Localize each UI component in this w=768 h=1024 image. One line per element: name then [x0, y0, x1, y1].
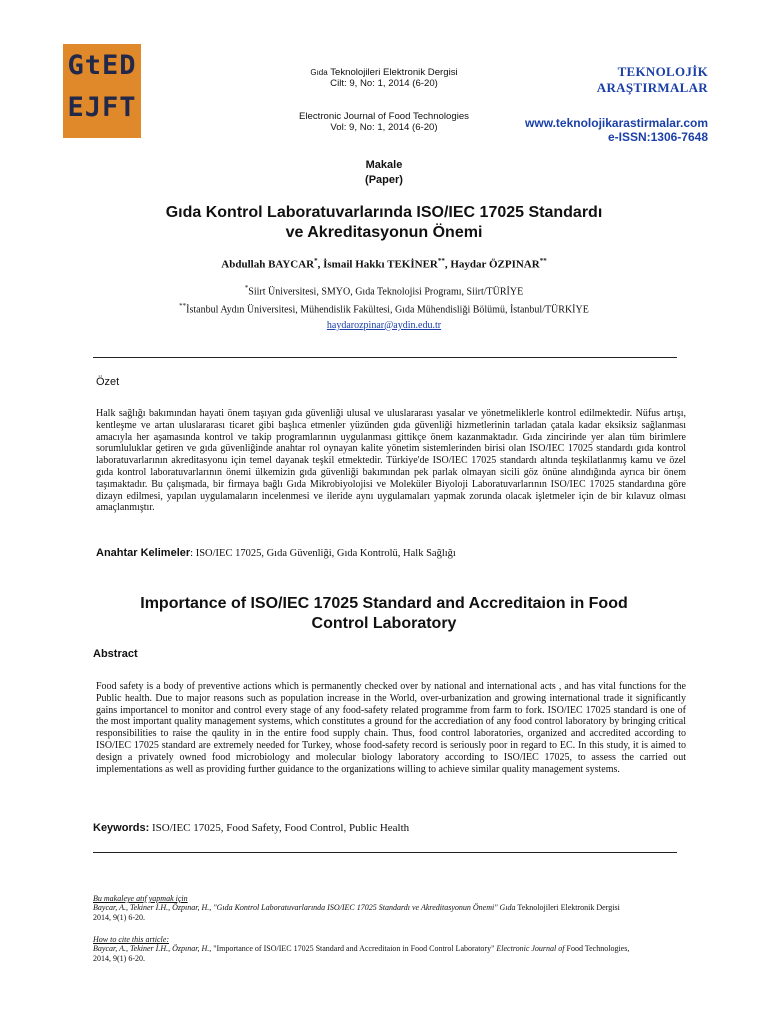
abstract-heading: Abstract [93, 648, 138, 660]
divider-bottom [93, 852, 677, 853]
journal-logo [63, 44, 141, 138]
journal-en-name: Electronic Journal of Food Technologies [299, 111, 469, 122]
citation-en-journal-italic: Electronic Journal of [496, 944, 565, 954]
publisher-name [597, 64, 708, 96]
divider-top [93, 357, 677, 358]
keywords [93, 822, 409, 834]
author-3-sup: ** [539, 257, 547, 265]
article-type-en: (Paper) [365, 174, 403, 186]
logo-line-gted: GtED [67, 50, 137, 81]
title-tr-line-2: ve Akreditasyonun Önemi [285, 224, 483, 241]
journal-tr-name: Teknolojileri Elektronik Dergisi [330, 67, 458, 78]
issn-text: e-ISSN:1306-7648 [607, 130, 708, 144]
author-3: Haydar ÖZPINAR [450, 258, 540, 271]
anahtar-text: ISO/IEC 17025, Gıda Güvenliği, Gıda Kontrolü, Halk Sağlığı [195, 548, 456, 559]
affiliation-1-text: Siirt Üniversitesi, SMYO, Gıda Teknolojisi Programı, Siirt/TÜRİYE [248, 286, 524, 298]
citation-en-label: How to cite this article: [93, 935, 169, 944]
title-en-line-2: Control Laboratory [311, 615, 457, 632]
title-en [0, 594, 768, 634]
author-sep-2: , [444, 258, 451, 271]
citation-en [93, 935, 713, 963]
keywords-text: ISO/IEC 17025, Food Safety, Food Control, Public Health [149, 822, 410, 834]
author-sep-1: , [317, 258, 324, 271]
journal-en-volume: Vol: 9, No: 1, 2014 (6-20) [330, 122, 438, 133]
author-1: Abdullah BAYCAR [221, 258, 315, 271]
title-tr-line-1: Gıda Kontrol Laboratuvarlarında ISO/IEC 17025 Standardı [165, 204, 603, 221]
affiliation-2-sup: ** [179, 302, 187, 311]
keywords-label: Keywords: [93, 822, 150, 834]
publisher-line-1: TEKNOLOJİK [617, 64, 708, 79]
journal-info-tr [264, 67, 504, 89]
publisher-line-2: ARAŞTIRMALAR [596, 80, 708, 95]
citation-tr-label: Bu makaleye atıf yapmak için [93, 894, 188, 903]
journal-tr-first-word: Gıda [310, 68, 328, 77]
affiliation-2-text: İstanbul Aydın Üniversitesi, Mühendislik Fakültesi, Gıda Mühendisliği Bölümü, İstanbul/TÜRKİYE [186, 304, 589, 316]
citation-en-title: "Importance of ISO/IEC 17025 Standard and Accreditaion in Food Control Laboratory" [211, 944, 497, 954]
publisher-links [525, 116, 708, 144]
journal-info-en [264, 111, 504, 133]
citation-en-year: 2014, 9(1) 6-20. [93, 953, 145, 963]
author-2-sup: ** [437, 257, 445, 265]
anahtar-label: Anahtar Kelimeler [96, 547, 191, 559]
logo-line-ejft: EJFT [67, 92, 137, 123]
anahtar-colon: : [190, 548, 196, 559]
title-en-line-1: Importance of ISO/IEC 17025 Standard and Accreditaion in Food [140, 595, 628, 612]
email-link[interactable]: haydarozpinar@aydin.edu.tr [326, 319, 442, 331]
article-type [0, 158, 768, 188]
affiliation-1 [0, 281, 768, 299]
citation-tr-journal: Teknolojileri Elektronik Dergisi [515, 903, 620, 913]
ozet-text: Halk sağlığı bakımından hayati önem taşıyan gıda güvenliği ulusal ve uluslararası yasalar ve yönetmeliklerle kontrol edilmektedir. Nüfus artışı, kentleşme ve artan uluslararası ticaret gibi başlıca etmenler yüzünden gıda güvenliği hizmetlerinin tarladan çatala kadar eksiksiz sağlanması amacıyla her aşamasında kontrol ve takip programlarının uygulanması gittikçe önem kazanmaktadır. Gıda zincirinde yer alan tüm birimlere sorumluluklar getiren ve gıda güvenliğinde anahtar rol oynayan kalite yönetim sistemlerinden birisi olan ISO/IEC 17025 standardı gıda kontrol laboratuvarlarının akreditasyonu için temel dayanak teşkil etmektedir. Türkiye'de ISO/IEC 17025 standardı altında teşkilatlanmış kamu ve özel gıda kontrol laboratuvarlarının önemi ülkemizin gıda güvenliği bakımından pek parlak olmayan sicili göz önüne alındığında ayrıca bir önem taşımaktadır. Bu çalışmada, bir firmaya bağlı Gıda Mikrobiyolojisi ve Moleküler Biyoloji Laboratuvarlarının ISO/IEC 17025 standardına göre dizayn edilmesi, yapılan uygulamaların incelenmesi ve ileride aynı uygulamaları yapmak zorunda olacak işletmeler için de bir kılavuz olması amaçlanmıştır. [96, 408, 686, 514]
affiliation-2 [0, 299, 768, 317]
citation-en-authors: Baycar, A., Tekiner İ.H., Özpınar, H., [93, 944, 212, 954]
citation-en-journal: Food Technologies, [564, 944, 630, 954]
website-link[interactable]: www.teknolojikarastirmalar.com [525, 116, 708, 130]
author-1-sup: * [314, 257, 318, 265]
citation-tr [93, 894, 713, 922]
affiliation-1-sup: * [244, 284, 249, 292]
citation-tr-year: 2014, 9(1) 6-20. [93, 912, 145, 922]
abstract-text: Food safety is a body of preventive actions which is permanently checked over by national and international acts , and has vital functions for the Public health. Due to major reasons such as population increase in the World, over-urbanization and growing international trade it significantly gains importancel to monitor and control every stage of any food-safety related programme from farm to fork. ISO/IEC 17025 standard is one of the most important quality management systems, which constitutes a ground for the accrediation of any food control laboratory by bringing critical responsibilities to raise the qaulity in in the entire food supply chain. Thus, food control laboratories, organized and accredited according to ISO/IEC 17025 standard are extremely needed for Turkey, whose food-safety record is seriously poor in regard to EC. In this study, it is aimed to design a privately owned food microbiology and molecular biology laboratory according to ISO/IEC 17025, to assess the carried out implementations as well as providing further guidance to the organizations willing to achieve similar quality management systems. [96, 681, 686, 775]
affiliations [0, 281, 768, 333]
article-type-tr: Makale [365, 159, 403, 171]
journal-tr-volume: Cilt: 9, No: 1, 2014 (6-20) [330, 78, 438, 89]
ozet-heading: Özet [96, 376, 120, 388]
author-list [0, 257, 768, 271]
anahtar-kelimeler [96, 547, 456, 559]
author-2: İsmail Hakkı TEKİNER [323, 258, 438, 271]
citation-tr-ref: Baycar, A., Tekiner İ.H., Özpınar, H., "Gıda Kontrol Laboratuvarlarında ISO/IEC 17025 Standardı ve Akreditasyonun Önemi" Gıda [93, 903, 516, 913]
title-tr [0, 203, 768, 243]
